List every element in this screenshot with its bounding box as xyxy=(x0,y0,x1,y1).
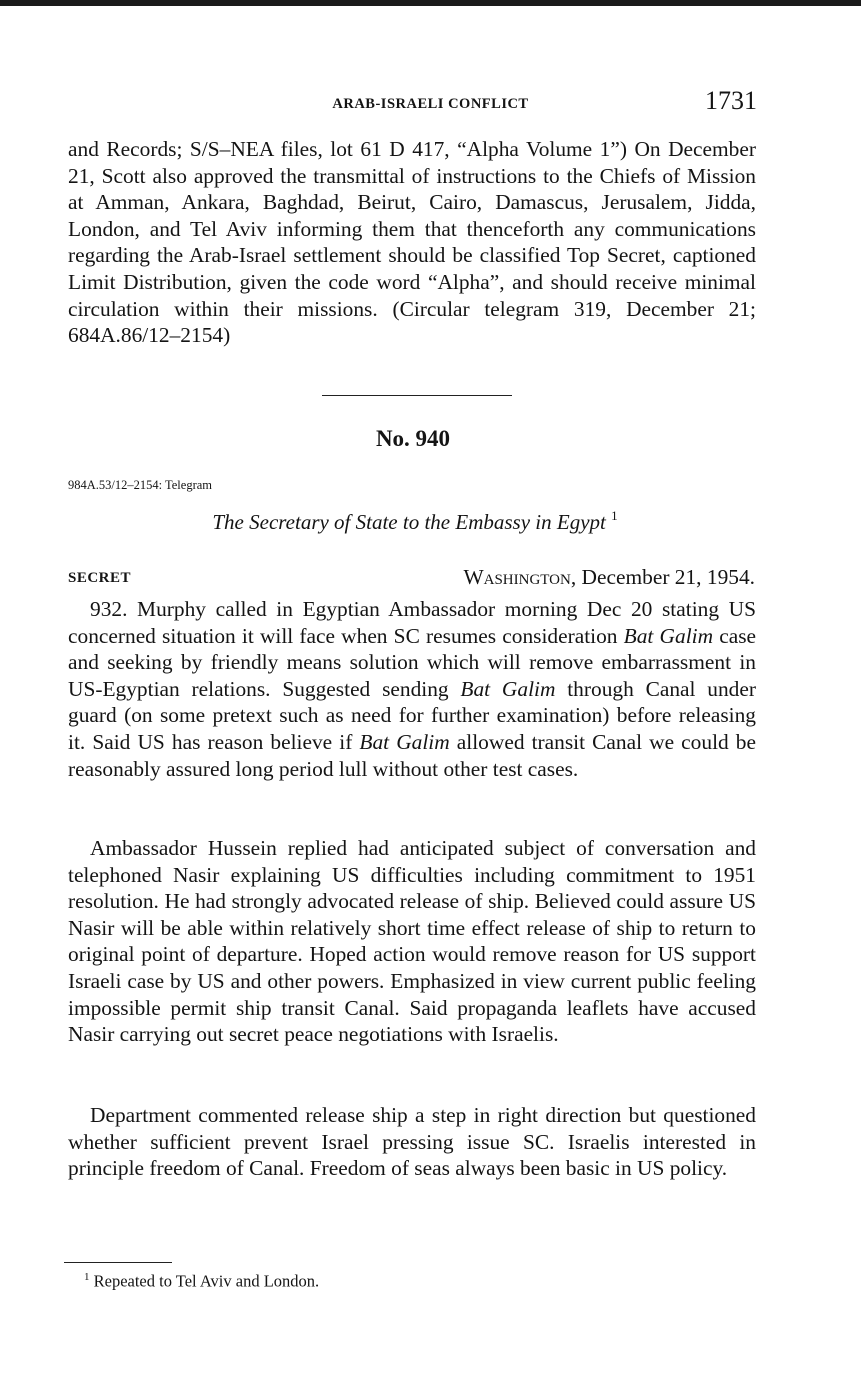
continuation-paragraph: and Records; S/S–NEA files, lot 61 D 417, “Alpha Volume 1”) On December 21, Scott also approved the transmittal of instructions to the Chiefs of Mission at Amman, Ankara, Baghdad, Beirut, Cairo, Damascus, Jerusalem, Jidda, London, and Tel Aviv informing them that thenceforth any communications regarding the Arab-Israel settlement should be classified Top Secret, captioned Limit Distribution, given the code word “Alpha”, and should receive minimal circulation within their missions. (Circular telegram 319, December 21; 684A.86/12–2154) xyxy=(68,137,756,348)
page-number: 1731 xyxy=(705,86,757,115)
p1-text-c: through Canal under guard (on some pretext such as need for further examination) before releasing it. Said US has reason believe if xyxy=(68,676,756,754)
p1-text-d: allowed transit Canal we could be reasonably assured long period lull without other test cases. xyxy=(68,729,756,781)
body-paragraph-1 xyxy=(68,596,756,782)
footnote-text: Repeated to Tel Aviv and London. xyxy=(89,1271,320,1291)
ship-name: Bat Galim xyxy=(460,676,556,701)
body-paragraph-2: Ambassador Hussein replied had anticipated subject of conversation and telephoned Nasir explaining US difficulties including commitment to 1951 resolution. He had strongly advocated release of ship. Believed could assure US Nasir will be able within relatively short time effect release of ship to return to original point of departure. Hoped action would remove reason for US support Israeli case by US and other powers. Emphasized in view current public feeling impossible permit ship transit Canal. Said propaganda leaflets have accused Nasir carrying out secret peace negotiations with Israelis. xyxy=(68,836,756,1047)
classification-label: SECRET xyxy=(68,570,132,586)
dateline-date: , December 21, 1954. xyxy=(570,565,755,589)
footnote-marker: 1 xyxy=(84,1271,90,1283)
running-head: ARAB-ISRAELI CONFLICT xyxy=(332,96,529,112)
p1-text-b: case and seeking by friendly means solution which will remove embarrassment in US-Egyptian relations. Suggested sending xyxy=(68,623,757,701)
footnote xyxy=(84,1271,319,1292)
top-edge-rule xyxy=(0,0,861,6)
ship-name: Bat Galim xyxy=(623,623,714,648)
ship-name: Bat Galim xyxy=(359,729,450,754)
title-footnote-marker: 1 xyxy=(611,508,618,523)
source-note: 984A.53/12–2154: Telegram xyxy=(68,478,213,492)
p1-text-a: 932. Murphy called in Egyptian Ambassador morning Dec 20 stating US concerned situation it will face when SC resumes consideration xyxy=(68,597,756,648)
dateline-city: Washington xyxy=(463,565,571,589)
document-title-text: The Secretary of State to the Embassy in Egypt xyxy=(212,510,606,534)
document-number: No. 940 xyxy=(375,426,451,451)
body-paragraph-3: Department commented release ship a step in right direction but questioned whether sufficient prevent Israel pressing issue SC. Israelis interested in principle freedom of Canal. Freedom of seas always been basic in US policy. xyxy=(68,1103,756,1181)
section-separator xyxy=(322,395,512,396)
document-title xyxy=(0,510,830,535)
footnote-rule xyxy=(64,1262,172,1263)
dateline xyxy=(463,565,755,590)
